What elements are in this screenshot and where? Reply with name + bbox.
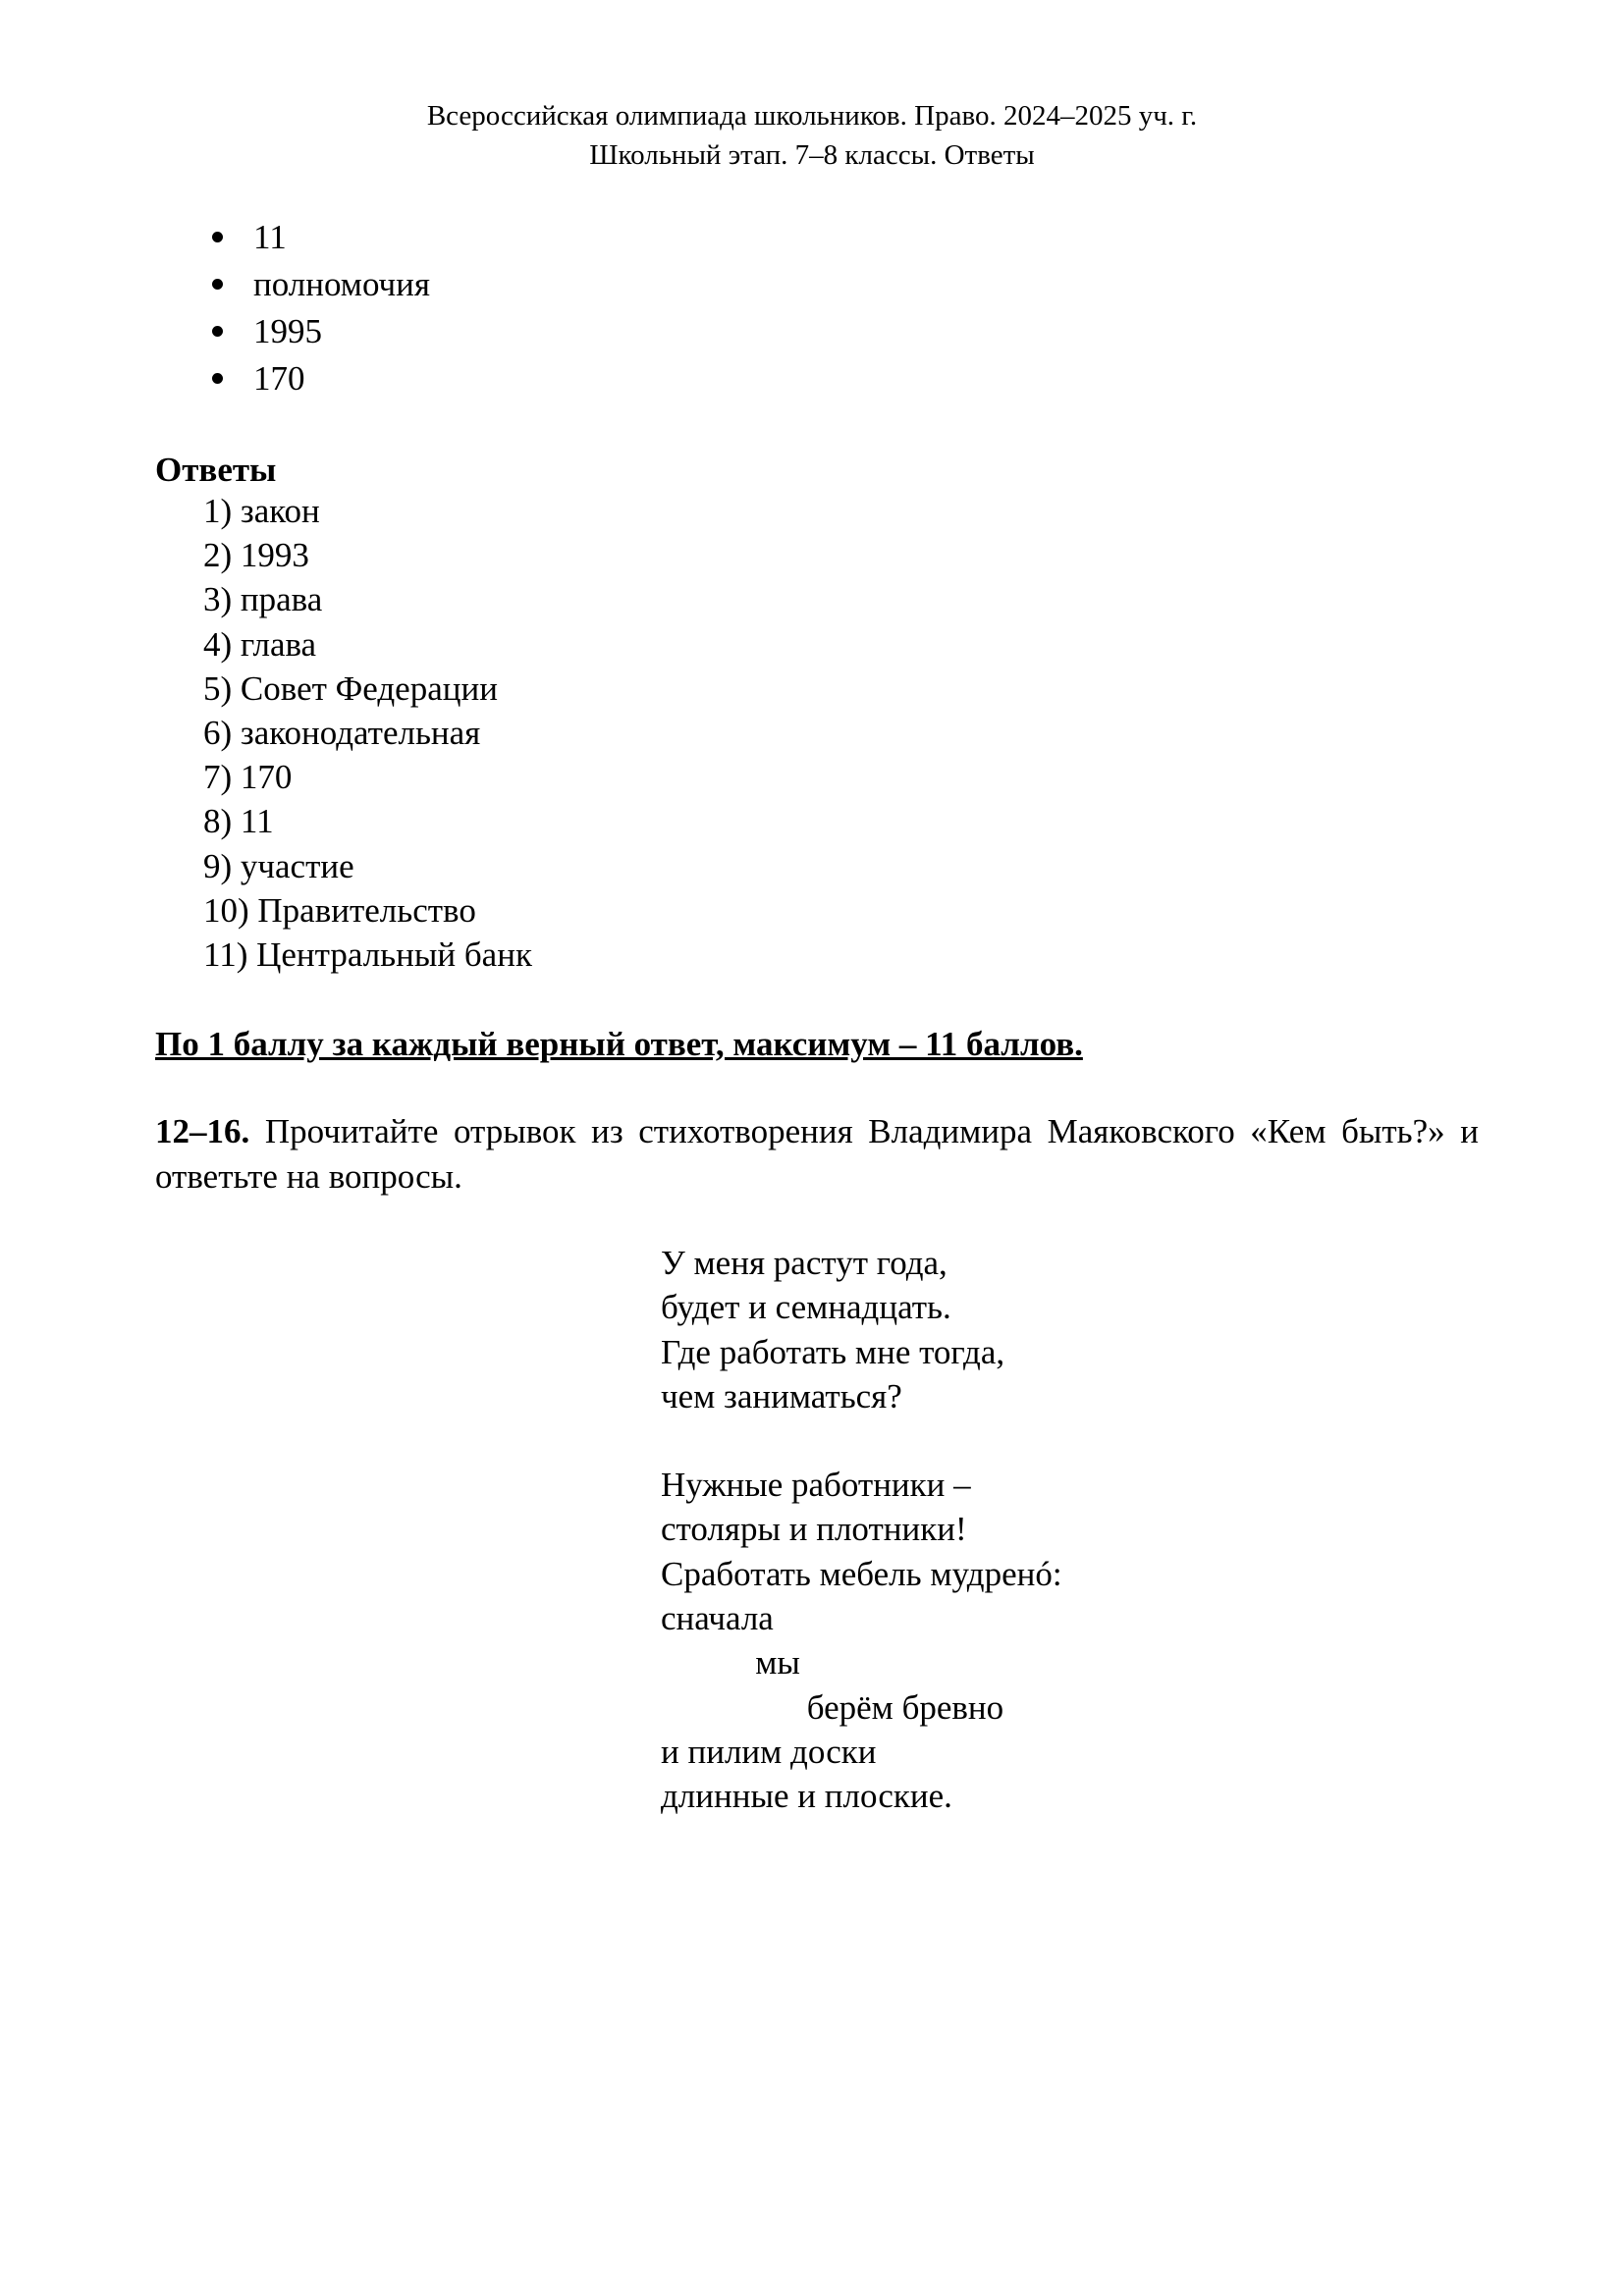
answers-list xyxy=(203,489,532,977)
task-number: 12–16. xyxy=(155,1112,250,1150)
poem-line: мы xyxy=(661,1643,800,1682)
poem-line: Где работать мне тогда, xyxy=(661,1332,1005,1371)
header-line-1: Всероссийская олимпиада школьников. Право. 2024–2025 уч. г. xyxy=(426,100,1198,132)
answer-item: 2) 1993 xyxy=(203,536,309,575)
answers-heading: Ответы xyxy=(155,451,277,489)
poem-line: будет и семнадцать. xyxy=(661,1288,951,1327)
list-item: 170 xyxy=(253,355,430,402)
poem-line: Нужные работники – xyxy=(661,1466,971,1505)
poem-line: чем заниматься? xyxy=(661,1376,902,1415)
poem-line: столяры и плотники! xyxy=(661,1510,967,1549)
list-item: полномочия xyxy=(253,261,430,308)
answer-item: 9) участие xyxy=(203,846,354,885)
stanza-gap xyxy=(661,1418,1062,1463)
poem-excerpt xyxy=(661,1241,1062,1819)
answer-item: 8) 11 xyxy=(203,802,274,841)
answer-item: 5) Совет Федерации xyxy=(203,668,498,708)
bullet-icon xyxy=(212,373,223,384)
bullet-icon xyxy=(212,326,223,337)
bullet-icon xyxy=(212,279,223,290)
task-text: Прочитайте отрывок из стихотворения Владимира Маяковского «Кем быть?» и ответьте на вопросы. xyxy=(155,1112,1479,1196)
poem-line: сначала xyxy=(661,1599,774,1638)
poem-line: и пилим доски xyxy=(661,1732,877,1771)
answer-item: 3) права xyxy=(203,580,323,619)
answer-item: 4) глава xyxy=(203,624,317,664)
poem-line: У меня растут года, xyxy=(661,1244,947,1282)
bullet-list xyxy=(253,214,430,402)
poem-line: длинные и плоские. xyxy=(661,1777,952,1816)
answer-item: 10) Правительство xyxy=(203,890,476,930)
answer-item: 11) Центральный банк xyxy=(203,935,532,975)
page-header xyxy=(0,96,1624,175)
task-prompt xyxy=(155,1109,1479,1200)
poem-line: Сработать мебель мудренó: xyxy=(661,1554,1062,1593)
scoring-note: По 1 баллу за каждый верный ответ, максимум – 11 баллов. xyxy=(155,1025,1083,1063)
bullet-icon xyxy=(212,232,223,242)
list-item: 11 xyxy=(253,214,430,261)
header-line-2: Школьный этап. 7–8 классы. Ответы xyxy=(589,139,1035,171)
answer-item: 6) законодательная xyxy=(203,714,481,753)
poem-line: берём бревно xyxy=(661,1687,1004,1727)
answer-item: 7) 170 xyxy=(203,758,293,797)
answer-item: 1) закон xyxy=(203,492,320,530)
list-item: 1995 xyxy=(253,308,430,355)
